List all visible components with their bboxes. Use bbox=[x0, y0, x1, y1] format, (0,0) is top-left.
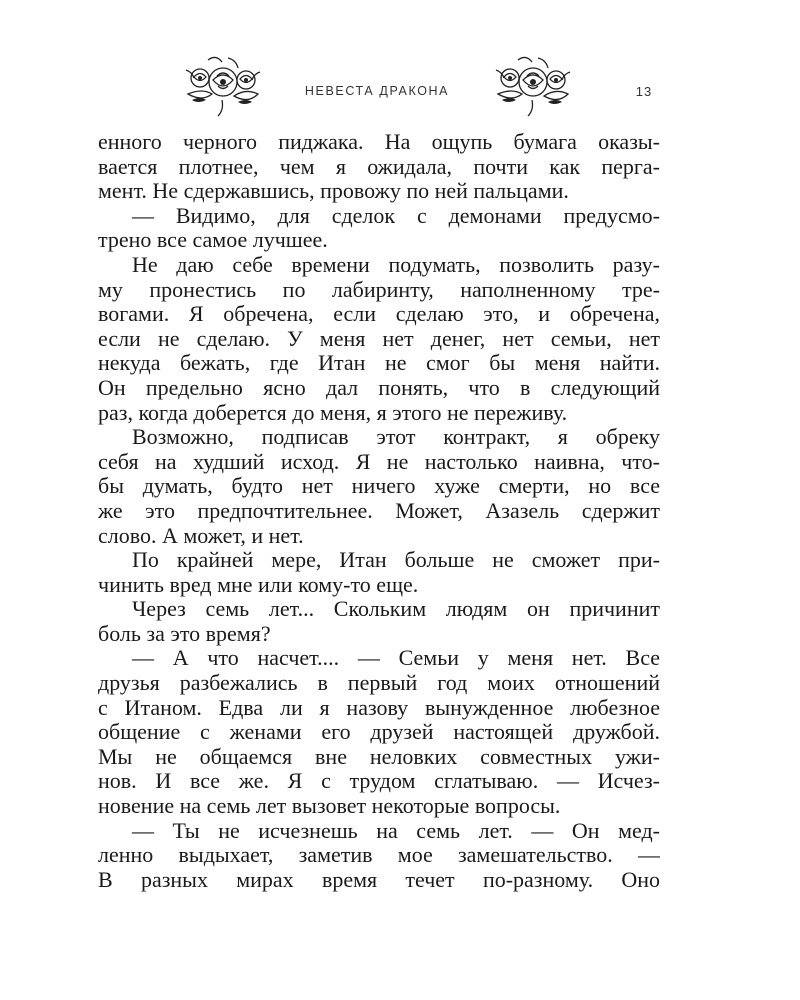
text-line: По крайней мере, Итан больше не сможет при- bbox=[132, 548, 660, 573]
text-line: му пронестись по лабиринту, наполненному тре- bbox=[98, 277, 660, 302]
text-line: же это предпочтительнее. Может, Азазель сдержит bbox=[98, 498, 660, 523]
text-line: ленно выдыхает, заметив мое замешательство. — bbox=[98, 843, 660, 868]
text-line: Не даю себе времени подумать, позволить разу- bbox=[132, 252, 660, 277]
text-line: чинить вред мне или кому-то еще. bbox=[98, 572, 419, 597]
text-line: некуда бежать, где Итан не смог бы меня найти. bbox=[98, 351, 660, 376]
text-line: Он предельно ясно дал понять, что в следующий bbox=[98, 375, 660, 400]
text-line: вогами. Я обречена, если сделаю это, и обречена, bbox=[98, 302, 660, 327]
text-line: — Ты не исчезнешь на семь лет. — Он мед- bbox=[132, 818, 660, 843]
text-line: — Видимо, для сделок с демонами предусмо- bbox=[132, 203, 660, 228]
text-line: Возможно, подписав этот контракт, я обреку bbox=[132, 425, 660, 450]
text-line: енного черного пиджака. На ощупь бумага оказы- bbox=[98, 130, 660, 154]
text-line: боль за это время? bbox=[98, 621, 271, 646]
text-line: мент. Не сдержавшись, провожу по ней пальцами. bbox=[98, 179, 569, 204]
page-number: 13 bbox=[635, 84, 653, 99]
text-line: Через семь лет... Скольким людям он причинит bbox=[132, 597, 660, 622]
text-line: нов. И все же. Я с трудом сглатываю. — Исчез- bbox=[98, 769, 660, 794]
rose-ornament-icon bbox=[178, 50, 268, 118]
text-line: бы думать, будто нет ничего хуже смерти, но все bbox=[98, 474, 660, 499]
body-text bbox=[98, 130, 660, 892]
text-line: раз, когда доберется до меня, я этого не переживу. bbox=[98, 400, 568, 425]
running-title: НЕВЕСТА ДРАКОНА bbox=[304, 84, 450, 98]
text-line: друзья разбежались в первый год моих отношений bbox=[98, 671, 660, 696]
text-line: В разных мирах время течет по-разному. Оно bbox=[98, 867, 660, 892]
text-line: — А что насчет.... — Семьи у меня нет. Все bbox=[132, 646, 660, 671]
text-line: трено все самое лучшее. bbox=[98, 228, 328, 253]
text-line: вается плотнее, чем я ожидала, почти как перга- bbox=[98, 154, 660, 179]
text-line: себя на худший исход. Я не настолько наивна, что- bbox=[98, 449, 660, 474]
text-line: с Итаном. Едва ли я назову вынужденное любезное bbox=[98, 695, 660, 720]
text-line: если не сделаю. У меня нет денег, нет семьи, нет bbox=[98, 326, 660, 351]
text-line: новение на семь лет вызовет некоторые вопросы. bbox=[98, 794, 561, 819]
page-header bbox=[0, 0, 800, 120]
text-line: общение с женами его друзей настоящей дружбой. bbox=[98, 720, 660, 745]
text-line: слово. А может, и нет. bbox=[98, 523, 304, 548]
rose-ornament-icon bbox=[488, 50, 578, 118]
text-line: Мы не общаемся вне неловких совместных ужи- bbox=[98, 744, 660, 769]
